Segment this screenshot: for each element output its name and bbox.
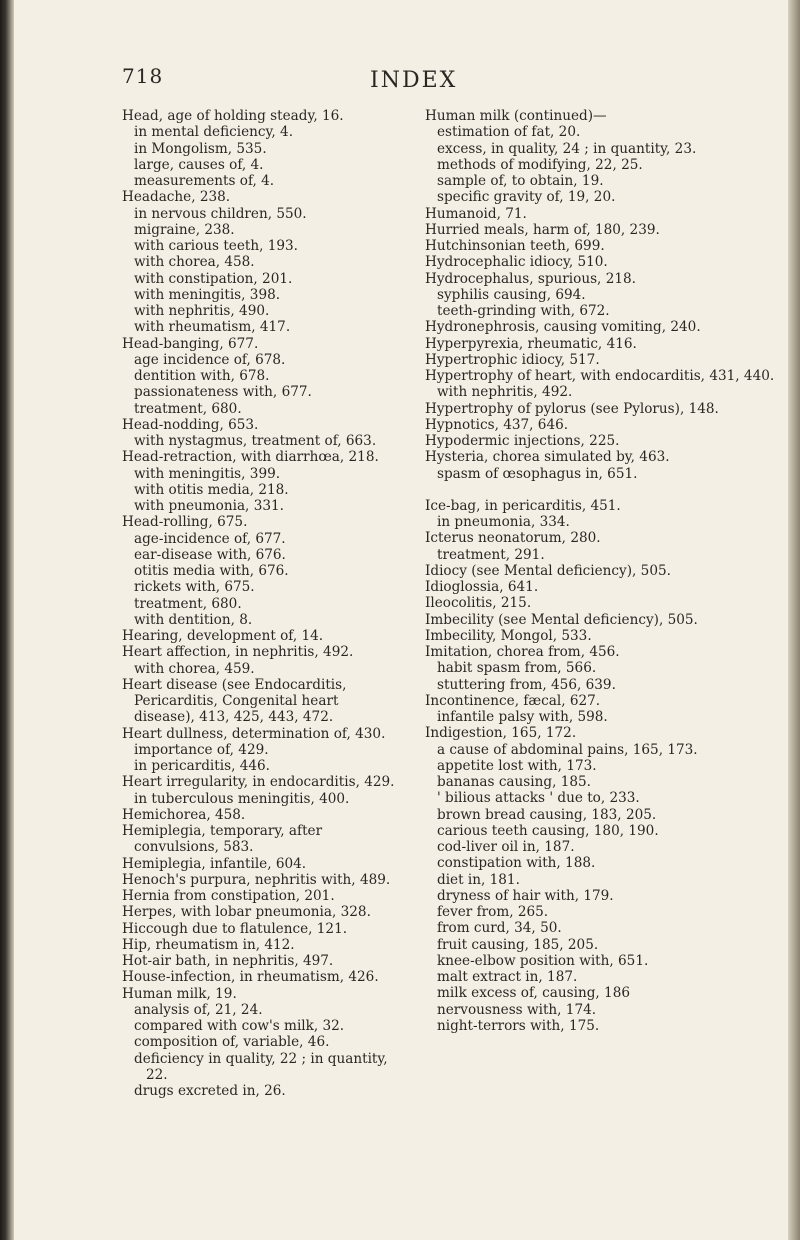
index-entry: Head-nodding, 653. — [122, 416, 259, 433]
index-subentry: treatment, 680. — [134, 595, 242, 612]
index-subentry: with constipation, 201. — [134, 270, 293, 287]
running-head: INDEX — [370, 68, 458, 93]
index-subentry: large, causes of, 4. — [134, 156, 264, 173]
index-entry: Head-banging, 677. — [122, 335, 259, 352]
index-subentry: fever from, 265. — [437, 904, 549, 920]
index-subentry: age incidence of, 678. — [134, 351, 286, 368]
index-subentry: rickets with, 675. — [134, 579, 255, 596]
index-subentry: ' bilious attacks ' due to, 233. — [437, 790, 640, 807]
index-entry: Imbecility, Mongol, 533. — [425, 627, 592, 644]
index-subentry: from curd, 34, 50. — [437, 920, 562, 937]
index-entry: Hot-air bath, in nephritis, 497. — [122, 953, 334, 969]
index-subentry: with rheumatism, 417. — [134, 319, 291, 336]
index-subentry: with chorea, 458. — [134, 254, 255, 271]
index-subentry: ear-disease with, 676. — [134, 546, 286, 563]
index-entry: Hysteria, chorea simulated by, 463. — [425, 449, 670, 466]
index-entry: Hydronephrosis, causing vomiting, 240. — [425, 319, 701, 336]
index-subentry: with nystagmus, treatment of, 663. — [134, 433, 377, 449]
index-subentry: dentition with, 678. — [134, 368, 270, 384]
index-entry: Hyperpyrexia, rheumatic, 416. — [425, 335, 637, 352]
index-entry: Hypertrophy of heart, with endocarditis, 431, 440. — [425, 368, 775, 384]
index-entry: Hypodermic injections, 225. — [425, 433, 620, 449]
index-subentry: in tuberculous meningitis, 400. — [134, 790, 350, 807]
index-subentry: compared with cow's milk, 32. — [134, 1018, 345, 1034]
index-entry: Icterus neonatorum, 280. — [425, 530, 601, 547]
index-subentry: estimation of fat, 20. — [437, 124, 581, 141]
index-subentry: cod-liver oil in, 187. — [437, 839, 575, 855]
index-entry: Heart disease (see Endocarditis, Pericarditis, Congenital heart disease), 413, 425, 443, 472. — [122, 676, 347, 726]
index-subentry: brown bread causing, 183, 205. — [437, 806, 657, 823]
index-entry: Head, age of holding steady, 16. — [122, 108, 344, 124]
index-subentry: with meningitis, 398. — [134, 286, 281, 303]
index-subentry: teeth-grinding with, 672. — [437, 303, 610, 319]
index-subentry: dryness of hair with, 179. — [437, 887, 614, 904]
index-subentry: excess, in quality, 24 ; in quantity, 23. — [437, 140, 697, 157]
index-subentry: spasm of œsophagus in, 651. — [437, 465, 638, 482]
index-entry: Hydrocephalus, spurious, 218. — [425, 270, 636, 287]
index-subentry: with chorea, 459. — [134, 660, 255, 677]
index-entry: Humanoid, 71. — [425, 205, 527, 222]
index-subentry: deficiency in quality, 22 ; in quantity, 22. — [134, 1050, 388, 1083]
index-entry: Ice-bag, in pericarditis, 451. — [425, 497, 621, 514]
index-subentry: with meningitis, 399. — [134, 465, 281, 482]
index-entry: Hemiplegia, temporary, after convulsions, 583. — [122, 823, 323, 856]
index-entry: Head-rolling, 675. — [122, 514, 248, 531]
index-column-left — [122, 108, 402, 1099]
index-entry: Hydrocephalic idiocy, 510. — [425, 254, 608, 271]
index-subentry: habit spasm from, 566. — [437, 660, 597, 677]
index-entry: Hurried meals, harm of, 180, 239. — [425, 221, 660, 238]
index-subentry: appetite lost with, 173. — [437, 757, 597, 774]
index-entry: Indigestion, 165, 172. — [425, 725, 577, 742]
index-subentry: in Mongolism, 535. — [134, 140, 267, 157]
index-entry: Head-retraction, with diarrhœa, 218. — [122, 449, 379, 466]
index-subentry: in pneumonia, 334. — [437, 514, 570, 530]
index-column-right — [425, 108, 795, 1034]
index-entry: Hypertrophic idiocy, 517. — [425, 351, 600, 368]
index-entry: Heart dullness, determination of, 430. — [122, 725, 386, 742]
index-entry: Hearing, development of, 14. — [122, 628, 324, 644]
index-subentry: diet in, 181. — [437, 871, 520, 888]
page-number: 718 — [122, 64, 164, 88]
index-subentry: specific gravity of, 19, 20. — [437, 189, 616, 206]
index-subentry: with dentition, 8. — [134, 611, 253, 628]
index-entry: Hutchinsonian teeth, 699. — [425, 238, 605, 254]
index-entry: Headache, 238. — [122, 189, 231, 206]
index-subentry: with pneumonia, 331. — [134, 498, 284, 514]
index-subentry: constipation with, 188. — [437, 855, 596, 872]
index-entry: Idiocy (see Mental deficiency), 505. — [425, 562, 671, 579]
index-subentry: sample of, to obtain, 19. — [437, 173, 604, 189]
index-subentry: measurements of, 4. — [134, 173, 275, 189]
index-subentry: bananas causing, 185. — [437, 774, 591, 790]
index-subentry: malt extract in, 187. — [437, 969, 578, 985]
index-entry: Henoch's purpura, nephritis with, 489. — [122, 871, 391, 888]
index-subentry: fruit causing, 185, 205. — [437, 936, 599, 953]
index-entry: Imitation, chorea from, 456. — [425, 644, 620, 660]
index-subentry: carious teeth causing, 180, 190. — [437, 822, 659, 839]
index-subentry: composition of, variable, 46. — [134, 1034, 330, 1051]
index-subentry: treatment, 680. — [134, 400, 242, 417]
index-entry: House-infection, in rheumatism, 426. — [122, 969, 379, 986]
index-subentry: a cause of abdominal pains, 165, 173. — [437, 741, 698, 758]
index-entry: Idioglossia, 641. — [425, 579, 539, 595]
index-subentry: with nephritis, 492. — [437, 384, 573, 401]
index-subentry: with nephritis, 490. — [134, 303, 270, 319]
index-entry: Hypertrophy of pylorus (see Pylorus), 148. — [425, 400, 719, 417]
index-subentry: drugs excreted in, 26. — [134, 1083, 286, 1099]
index-subentry: migraine, 238. — [134, 221, 235, 238]
index-subentry: in pericarditis, 446. — [134, 758, 270, 774]
index-entry: Heart affection, in nephritis, 492. — [122, 644, 354, 661]
index-subentry: nervousness with, 174. — [437, 1001, 597, 1018]
page-edge-shadow — [0, 0, 14, 1240]
index-subentry: milk excess of, causing, 186 — [437, 985, 631, 1002]
index-subentry: otitis media with, 676. — [134, 563, 289, 579]
index-subentry: knee-elbow position with, 651. — [437, 952, 649, 969]
index-subentry: in mental deficiency, 4. — [134, 124, 294, 141]
index-subentry: passionateness with, 677. — [134, 384, 312, 401]
index-subentry: with carious teeth, 193. — [134, 238, 299, 254]
index-subentry: methods of modifying, 22, 25. — [437, 156, 643, 173]
index-entry: Human milk, 19. — [122, 985, 237, 1002]
section-gap — [425, 482, 795, 498]
index-entry: Hiccough due to flatulence, 121. — [122, 920, 348, 937]
index-entry: Hemiplegia, infantile, 604. — [122, 855, 307, 872]
index-subentry: analysis of, 21, 24. — [134, 1001, 263, 1018]
index-entry: Hemichorea, 458. — [122, 806, 246, 823]
index-subentry: age-incidence of, 677. — [134, 530, 286, 547]
index-entry: Imbecility (see Mental deficiency), 505. — [425, 611, 698, 628]
index-entry: Incontinence, fæcal, 627. — [425, 692, 601, 709]
index-entry: Ileocolitis, 215. — [425, 595, 532, 612]
index-subentry: in nervous children, 550. — [134, 205, 307, 222]
index-entry: Hernia from constipation, 201. — [122, 888, 335, 904]
index-subentry: stuttering from, 456, 639. — [437, 676, 616, 693]
index-subentry: syphilis causing, 694. — [437, 286, 586, 303]
index-entry: Human milk (continued)— — [425, 108, 607, 124]
index-entry: Hypnotics, 437, 646. — [425, 416, 569, 433]
index-entry: Hip, rheumatism in, 412. — [122, 936, 295, 953]
index-subentry: infantile palsy with, 598. — [437, 709, 608, 725]
index-subentry: with otitis media, 218. — [134, 481, 289, 498]
index-subentry: importance of, 429. — [134, 741, 269, 758]
index-subentry: treatment, 291. — [437, 546, 545, 563]
index-entry: Heart irregularity, in endocarditis, 429. — [122, 774, 395, 791]
index-entry: Herpes, with lobar pneumonia, 328. — [122, 904, 371, 921]
index-subentry: night-terrors with, 175. — [437, 1017, 600, 1034]
